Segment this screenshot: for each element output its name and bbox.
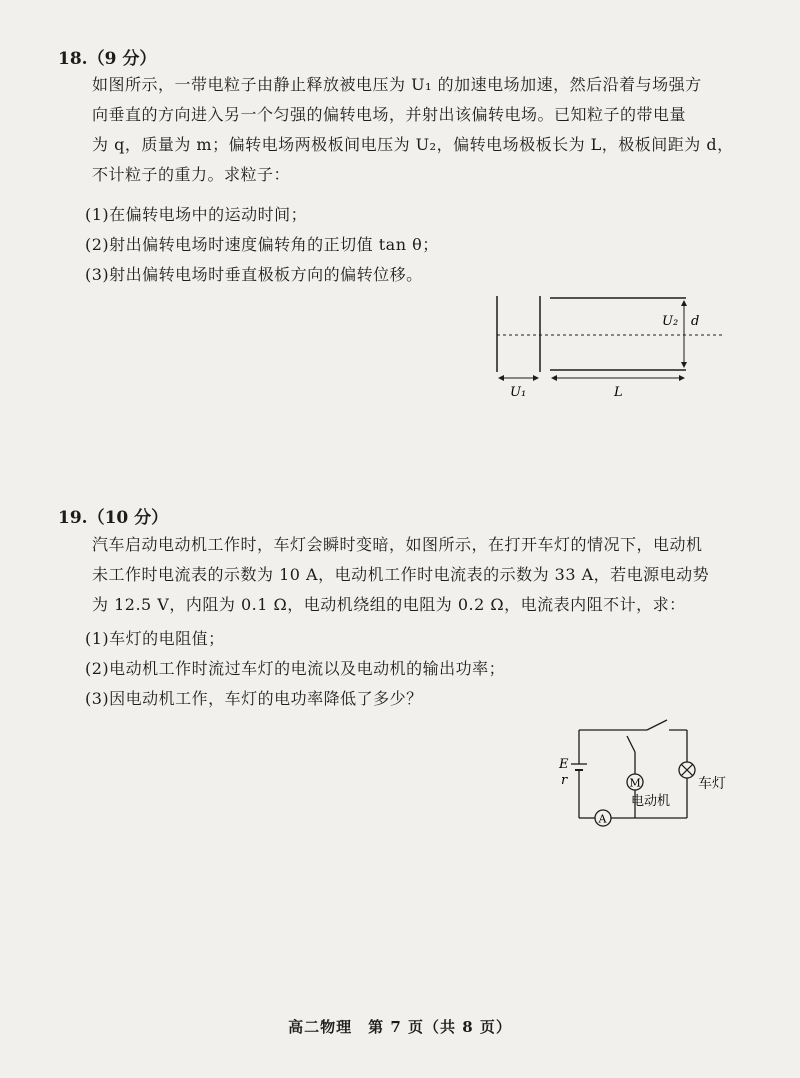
q18-sub-2: (2)射出偏转电场时速度偏转角的正切值 tan θ； [85,235,439,254]
q19-sub-1: (1)车灯的电阻值； [85,629,225,648]
page-footer: 高二物理 第 7 页（共 8 页） [288,1018,512,1036]
q18-stem-line: 不计粒子的重力。求粒子： [92,165,291,184]
label-e: E [559,757,569,772]
q19-number: 19.（10 分） [58,508,169,528]
q18-stem [92,70,742,190]
q19-sub-2: (2)电动机工作时流过车灯的电流以及电动机的输出功率； [85,659,506,678]
q18-sub-1: (1)在偏转电场中的运动时间； [85,205,308,224]
label-motor-symbol: M [629,776,641,790]
motor-switch-blade [627,736,635,752]
q19-stem-line: 汽车启动电动机工作时，车灯会瞬时变暗，如图所示，在打开车灯的情况下，电动机 [92,535,703,554]
q18-deflection-diagram [480,288,730,408]
q18-stem-line: 如图所示，一带电粒子由静止释放被电压为 U₁ 的加速电场加速，然后沿着与场强方 [92,75,702,94]
q18-sub-3: (3)射出偏转电场时垂直极板方向的偏转位移。 [85,265,423,284]
label-r: r [561,773,568,788]
q18-stem-line: 为 q，质量为 m；偏转电场两极板间电压为 U₂，偏转电场极板长为 L，极板间距为 d， [92,135,734,154]
label-ammeter: A [598,812,607,826]
q19-stem-line: 为 12.5 V，内阻为 0.1 Ω，电动机绕组的电阻为 0.2 Ω，电流表内阻不计，求： [92,595,686,614]
label-motor: 电动机 [631,794,671,809]
q19-sub-3: (3)因电动机工作，车灯的电功率降低了多少？ [85,689,423,708]
label-l: L [614,385,623,400]
switch-blade [647,720,667,730]
q18-stem-line: 向垂直的方向进入另一个匀强的偏转电场，并射出该偏转电场。已知粒子的带电量 [92,105,687,124]
q19-circuit-diagram [555,712,755,837]
label-u2: U₂ [662,314,679,329]
q18-number: 18.（9 分） [58,49,157,69]
label-d: d [691,314,700,329]
label-u1: U₁ [510,385,527,400]
q19-stem [92,530,742,620]
q19-stem-line: 未工作时电流表的示数为 10 A，电动机工作时电流表的示数为 33 A，若电源电动势 [92,565,710,584]
label-lamp: 车灯 [698,776,726,792]
